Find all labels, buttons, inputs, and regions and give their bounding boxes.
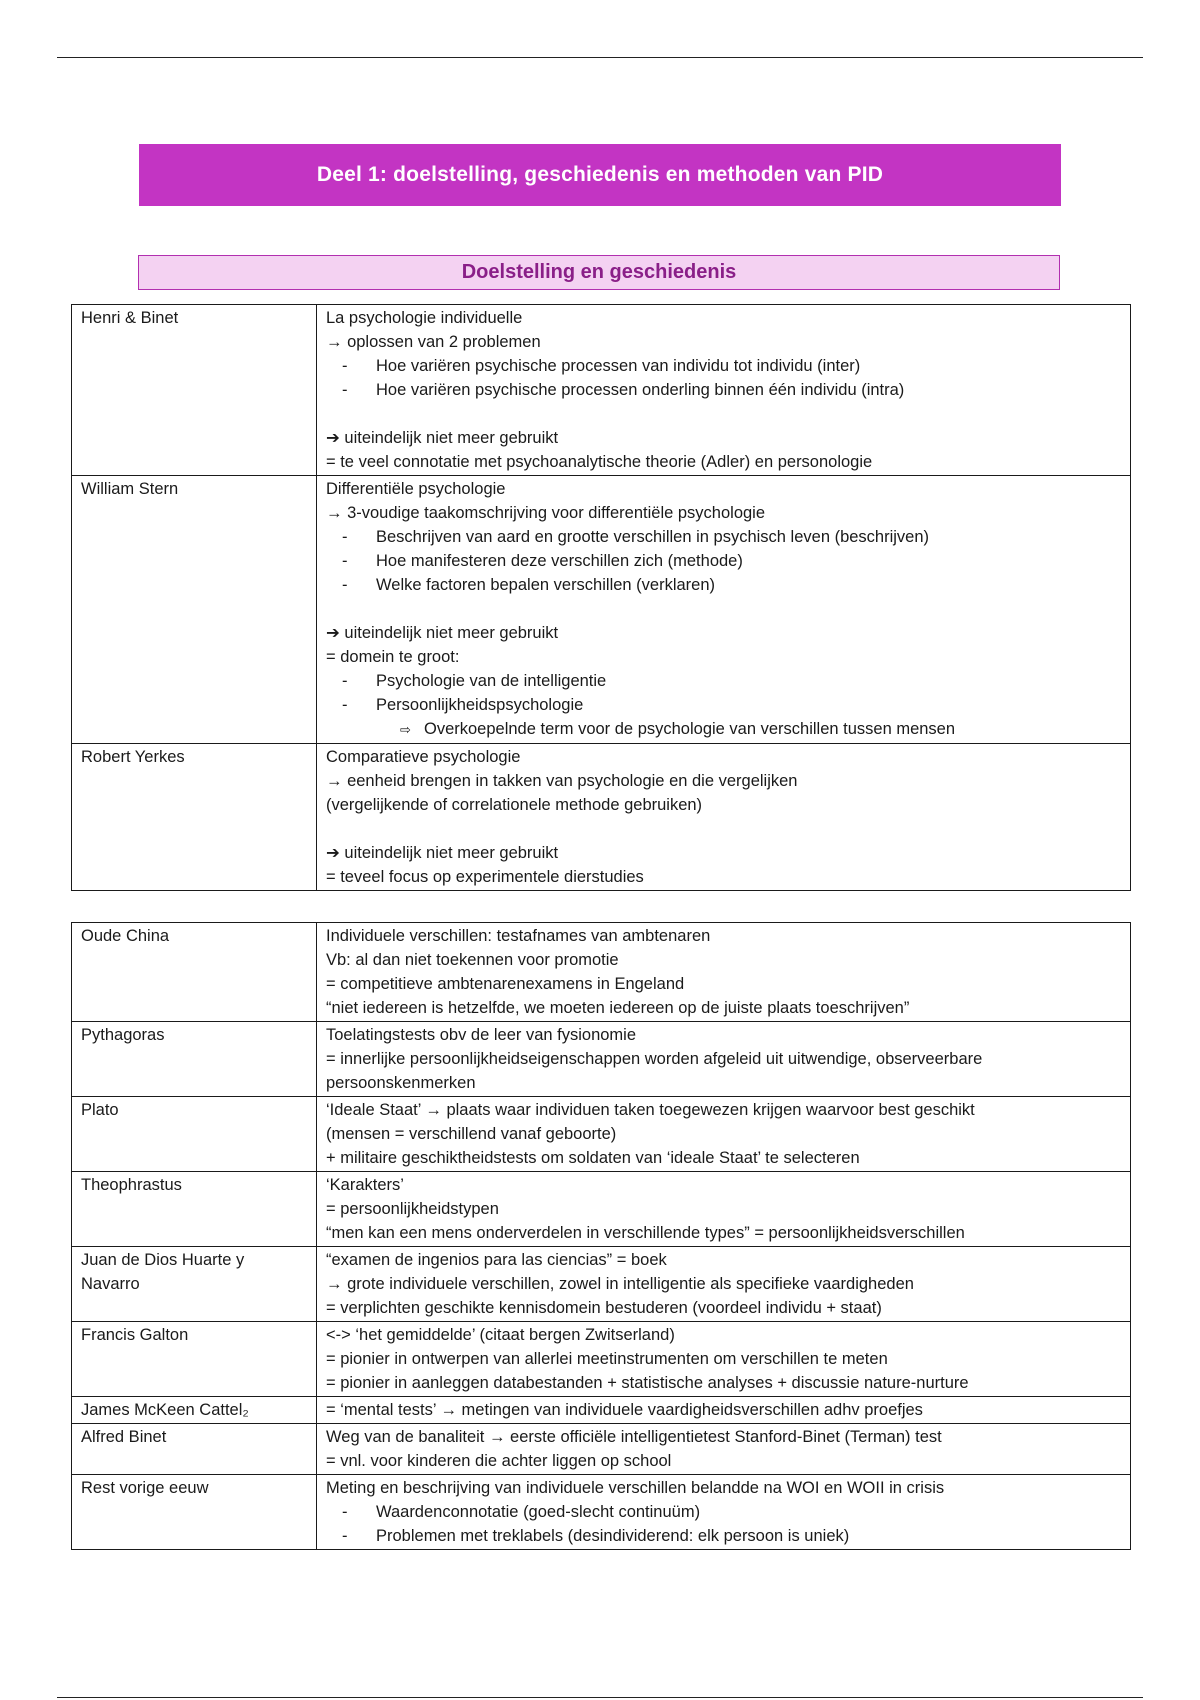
- bullet-item: - Hoe variëren psychische processen van individu tot individu (inter): [342, 357, 861, 375]
- text-line: Individuele verschillen: testafnames van ambtenaren: [326, 927, 711, 945]
- text-line: Comparatieve psychologie: [326, 748, 521, 766]
- row-name: William Stern: [72, 476, 317, 744]
- row-name: Henri & Binet: [72, 305, 317, 476]
- text-line: = domein te groot:: [326, 648, 460, 666]
- text-line: = pionier in aanleggen databestanden + statistische analyses + discussie nature-nurture: [326, 1374, 969, 1392]
- row-content: [317, 305, 1131, 476]
- bottom-rule: [57, 1697, 1143, 1698]
- text-line: Weg van de banaliteit → eerste officiële intelligentietest Stanford-Binet (Terman) test: [326, 1428, 942, 1446]
- text-line: (mensen = verschillend vanaf geboorte): [326, 1125, 617, 1143]
- row-content: [317, 1097, 1131, 1172]
- text-line: = pionier in ontwerpen van allerlei meetinstrumenten om verschillen te meten: [326, 1350, 888, 1368]
- row-name: Theophrastus: [72, 1172, 317, 1247]
- table-row: [72, 744, 1131, 891]
- text-line: → eenheid brengen in takken van psychologie en die vergelijken: [326, 772, 798, 790]
- bullet-item: - Waardenconnotatie (goed-slecht continuüm): [342, 1503, 701, 1521]
- text-line: persoonskenmerken: [326, 1074, 476, 1092]
- text-line: ➔ uiteindelijk niet meer gebruikt: [326, 429, 559, 447]
- table-row: [72, 1424, 1131, 1475]
- table-row: [72, 305, 1131, 476]
- row-name: Oude China: [72, 923, 317, 1022]
- row-name: Juan de Dios Huarte y Navarro: [72, 1247, 317, 1322]
- text-line: ‘Ideale Staat’ → plaats waar individuen taken toegewezen krijgen waarvoor best geschikt: [326, 1101, 975, 1119]
- bullet-item: - Hoe manifesteren deze verschillen zich (methode): [342, 552, 743, 570]
- text-line: ‘Karakters’: [326, 1176, 404, 1194]
- row-name: Pythagoras: [72, 1022, 317, 1097]
- row-content: [317, 1424, 1131, 1475]
- text-line: <-> ‘het gemiddelde’ (citaat bergen Zwitserland): [326, 1326, 675, 1344]
- bullet-item: - Problemen met treklabels (desindividerend: elk persoon is uniek): [342, 1527, 850, 1545]
- text-line: = innerlijke persoonlijkheidseigenschappen worden afgeleid uit uitwendige, observeerbare: [326, 1050, 983, 1068]
- text-line: = vnl. voor kinderen die achter liggen op school: [326, 1452, 672, 1470]
- table-row: [72, 1172, 1131, 1247]
- text-line: + militaire geschiktheidstests om soldaten van ‘ideale Staat’ te selecteren: [326, 1149, 860, 1167]
- row-content: [317, 1022, 1131, 1097]
- sub-bullet-item: ⇨ Overkoepelnde term voor de psychologie van verschillen tussen mensen: [326, 717, 1121, 742]
- text-line: ➔ uiteindelijk niet meer gebruikt: [326, 624, 559, 642]
- text-line: “examen de ingenios para las ciencias” = boek: [326, 1251, 667, 1269]
- text-line: = persoonlijkheidstypen: [326, 1200, 499, 1218]
- text-line: → oplossen van 2 problemen: [326, 333, 541, 351]
- text-line: ➔ uiteindelijk niet meer gebruikt: [326, 844, 559, 862]
- row-content: [317, 1397, 1131, 1424]
- row-content: [317, 744, 1131, 891]
- text-line: → grote individuele verschillen, zowel in intelligentie als specifieke vaardigheden: [326, 1275, 914, 1293]
- table-row: [72, 1097, 1131, 1172]
- page-title: Deel 1: doelstelling, geschiedenis en methoden van PID: [139, 144, 1061, 206]
- text-line: = ‘mental tests’ → metingen van individuele vaardigheidsverschillen adhv proefjes: [326, 1401, 923, 1419]
- bullet-item: - Welke factoren bepalen verschillen (verklaren): [342, 576, 716, 594]
- arrow-icon: ⇨: [400, 722, 411, 737]
- row-name: Francis Galton: [72, 1322, 317, 1397]
- row-name: James McKeen Cattel₂: [72, 1397, 317, 1424]
- bullet-item: - Hoe variëren psychische processen onderling binnen één individu (intra): [342, 381, 905, 399]
- bullet-item: - Beschrijven van aard en grootte verschillen in psychisch leven (beschrijven): [342, 528, 930, 546]
- section-heading: Doelstelling en geschiedenis: [138, 255, 1060, 290]
- bullet-item: - Psychologie van de intelligentie: [342, 672, 607, 690]
- text-line: La psychologie individuelle: [326, 309, 523, 327]
- table-row: [72, 1022, 1131, 1097]
- text-line: (vergelijkende of correlationele methode gebruiken): [326, 796, 703, 814]
- row-name: Rest vorige eeuw: [72, 1475, 317, 1550]
- text-line: “men kan een mens onderverdelen in verschillende types” = persoonlijkheidsverschillen: [326, 1224, 965, 1242]
- row-content: [317, 1322, 1131, 1397]
- table-doelstelling: [71, 304, 1131, 891]
- text-line: Vb: al dan niet toekennen voor promotie: [326, 951, 619, 969]
- bullet-item: - Persoonlijkheidspsychologie: [342, 696, 584, 714]
- table-row: [72, 1397, 1131, 1424]
- row-content: [317, 1475, 1131, 1550]
- row-name: Alfred Binet: [72, 1424, 317, 1475]
- text-line: = teveel focus op experimentele dierstudies: [326, 868, 644, 886]
- table-row: [72, 476, 1131, 744]
- text-line: Meting en beschrijving van individuele verschillen belandde na WOI en WOII in crisis: [326, 1479, 945, 1497]
- table-geschiedenis: [71, 922, 1131, 1550]
- table-row: [72, 1322, 1131, 1397]
- text-line: = competitieve ambtenarenexamens in Engeland: [326, 975, 685, 993]
- text-line: Toelatingstests obv de leer van fysionomie: [326, 1026, 637, 1044]
- text-line: “niet iedereen is hetzelfde, we moeten iedereen op de juiste plaats toeschrijven”: [326, 999, 910, 1017]
- text-line: = te veel connotatie met psychoanalytische theorie (Adler) en personologie: [326, 453, 873, 471]
- table-row: [72, 1475, 1131, 1550]
- table-row: [72, 923, 1131, 1022]
- row-content: [317, 1172, 1131, 1247]
- text-line: Differentiële psychologie: [326, 480, 506, 498]
- row-content: [317, 1247, 1131, 1322]
- row-name: Robert Yerkes: [72, 744, 317, 891]
- table-row: [72, 1247, 1131, 1322]
- row-content: [317, 476, 1131, 744]
- row-content: [317, 923, 1131, 1022]
- text-line: = verplichten geschikte kennisdomein bestuderen (voordeel individu + staat): [326, 1299, 882, 1317]
- text-line: → 3-voudige taakomschrijving voor differentiële psychologie: [326, 504, 766, 522]
- row-name: Plato: [72, 1097, 317, 1172]
- top-rule: [57, 57, 1143, 58]
